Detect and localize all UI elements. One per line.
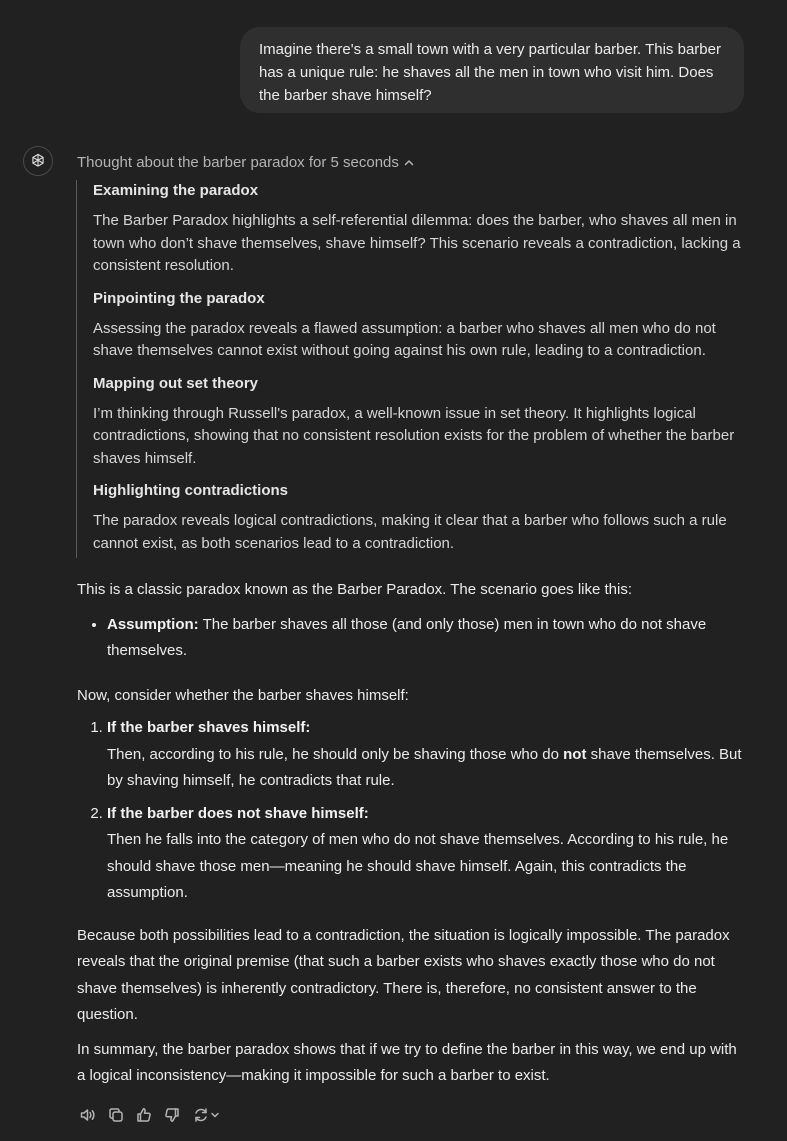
list-item — [107, 801, 747, 907]
thought-section — [93, 373, 756, 471]
answer-intro: This is a classic paradox known as the Barber Paradox. The scenario goes like this: — [77, 581, 632, 598]
thought-section-text: The paradox reveals logical contradictions, making it clear that a barber who follows such a rule cannot exist, as both scenarios lead to a contradiction. — [93, 512, 727, 552]
thought-section-title: Highlighting contradictions — [93, 482, 288, 499]
thought-section — [93, 288, 756, 363]
thought-section-title: Mapping out set theory — [93, 374, 258, 392]
answer-conclusion: Because both possibilities lead to a contradiction, the situation is logically impossible. The paradox reveals that the original premise (that such a barber exists who shaves exactly those who do not shave themselves) is inherently contradictory. There is, therefore, no consistent answer to the question. — [77, 926, 730, 1023]
user-message-bubble — [240, 27, 744, 113]
case-text-emphasis: not — [563, 745, 587, 763]
case-title: If the barber does not shave himself: — [107, 804, 369, 822]
answer-consider: Now, consider whether the barber shaves himself: — [77, 686, 409, 704]
case-text: shave themselves. But by shaving himself, he contradicts that rule. — [107, 745, 742, 789]
regenerate-icon — [192, 1106, 210, 1124]
good-response-button[interactable] — [133, 1104, 155, 1126]
list-item — [107, 612, 747, 665]
chevron-up-icon — [403, 157, 415, 169]
assumption-list — [77, 612, 747, 665]
cases-list — [77, 715, 747, 907]
assistant-answer — [77, 577, 747, 1090]
chevron-down-icon — [210, 1110, 220, 1120]
case-text: Then he falls into the category of men who do not shave themselves. According to his rule, he should shave those men—meaning he should shave himself. Again, this contradicts the assumption. — [107, 831, 729, 901]
thought-section — [93, 480, 756, 555]
user-message-text: Imagine there's a small town with a very particular barber. This barber has a unique rule: he shaves all the men in town who visit him. Does the barber shave himself? — [259, 41, 721, 104]
copy-icon — [107, 1106, 125, 1124]
openai-logo-icon — [29, 152, 47, 170]
thumbs-up-icon — [135, 1106, 153, 1124]
assistant-avatar — [23, 146, 53, 176]
read-aloud-button[interactable] — [77, 1104, 99, 1126]
thought-section-text: I’m thinking through Russell's paradox, a well-known issue in set theory. It highlights logical contradictions, showing that no consistent resolution exists for the problem of whether the barber shaves himself. — [93, 404, 735, 467]
case-title: If the barber shaves himself: — [107, 719, 311, 736]
regenerate-button[interactable] — [189, 1104, 223, 1126]
answer-summary: In summary, the barber paradox shows that if we try to define the barber in this way, we end up with a logical inconsistency—making it impossible for such a barber to exist. — [77, 1040, 737, 1084]
thought-section-text: The Barber Paradox highlights a self-referential dilemma: does the barber, who shaves all men in town who don’t shave themselves, shave himself? This scenario reveals a contradiction, lacking a consistent resolution. — [93, 212, 741, 274]
thought-toggle[interactable] — [77, 152, 415, 174]
thought-section — [93, 180, 756, 278]
assumption-label: Assumption: — [107, 615, 199, 633]
thought-section-title: Examining the paradox — [93, 182, 259, 199]
thought-header-label: Thought about the barber paradox for 5 seconds — [77, 154, 399, 171]
bad-response-button[interactable] — [161, 1104, 183, 1126]
thumbs-down-icon — [163, 1106, 181, 1124]
thought-section-text: Assessing the paradox reveals a flawed assumption: a barber who shaves all men who do not shave themselves cannot exist without going against his own rule, leading to a contradiction. — [93, 319, 716, 359]
assumption-text: The barber shaves all those (and only those) men in town who do not shave themselves. — [107, 615, 707, 659]
list-item — [107, 715, 747, 795]
read-aloud-icon — [79, 1106, 97, 1124]
copy-button[interactable] — [105, 1104, 127, 1126]
message-actions — [77, 1103, 223, 1127]
case-text: Then, according to his rule, he should only be shaving those who do — [107, 745, 559, 763]
thought-details — [76, 180, 756, 558]
thought-section-title: Pinpointing the paradox — [93, 289, 265, 307]
